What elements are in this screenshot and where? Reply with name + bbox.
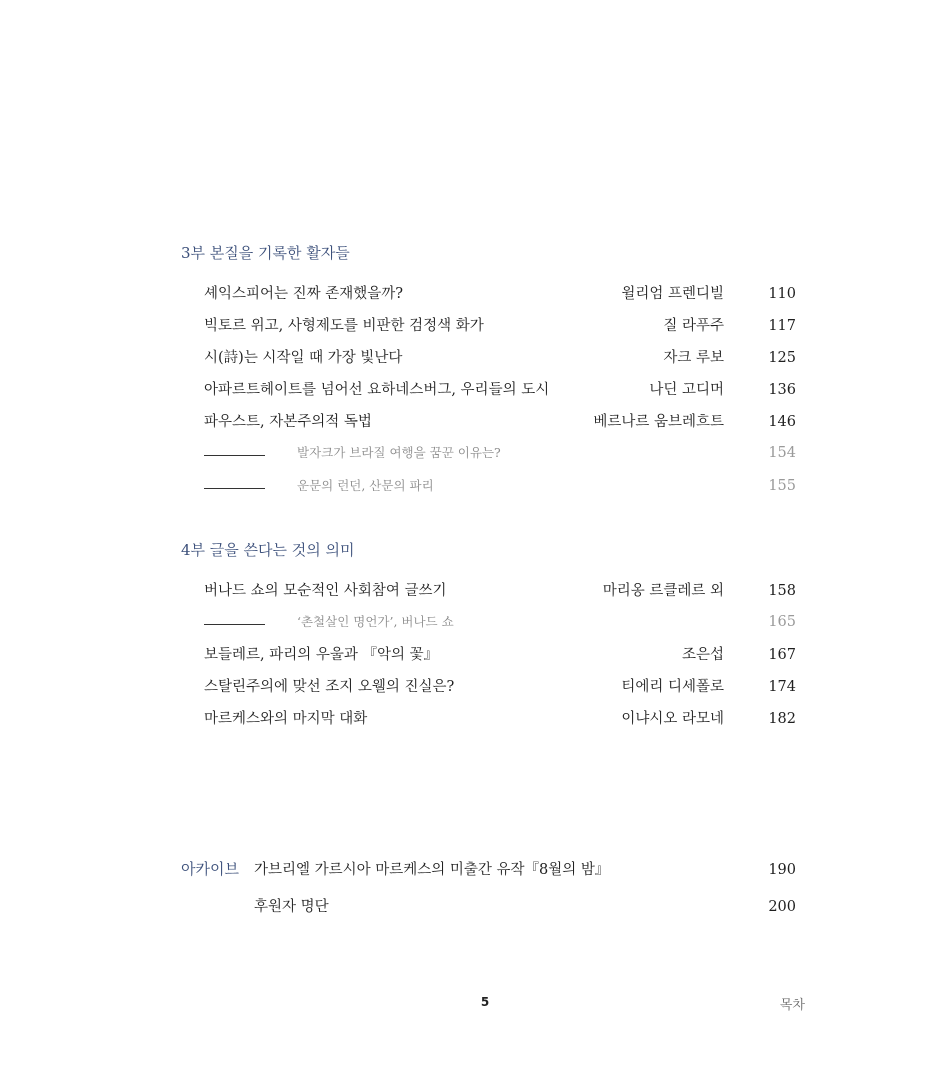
archive-page: 190: [768, 862, 796, 878]
entry-title: 보들레르, 파리의 우울과 『악의 꽃』: [204, 647, 439, 663]
indent-rule: [204, 455, 265, 456]
indent-rule: [204, 624, 265, 625]
toc-entry: [0, 316, 950, 340]
entry-page: 117: [768, 318, 796, 334]
archive-entry: [0, 860, 950, 884]
running-head: 목차: [779, 998, 805, 1013]
entry-author: 이냐시오 라모네: [621, 711, 724, 727]
entry-author: 자크 루보: [663, 350, 724, 366]
entry-title: 마르케스와의 마지막 대화: [204, 711, 368, 727]
entry-author: 질 라푸주: [663, 318, 724, 334]
subentry-page: 165: [768, 614, 796, 630]
toc-entry: [0, 709, 950, 733]
entry-author: 마리옹 르클레르 외: [602, 583, 724, 599]
subentry-page: 155: [768, 478, 796, 494]
entry-page: 125: [768, 350, 796, 366]
toc-entry: [0, 581, 950, 605]
toc-entry: [0, 380, 950, 404]
entry-page: 158: [768, 583, 796, 599]
entry-author: 티에리 디세폴로: [621, 679, 724, 695]
entry-page: 136: [768, 382, 796, 398]
toc-entry: [0, 645, 950, 669]
entry-title: 스탈린주의에 맞선 조지 오웰의 진실은?: [204, 679, 455, 695]
entry-author: 베르나르 움브레흐트: [593, 414, 724, 430]
part3-heading: 3부 본질을 기록한 활자들: [181, 244, 350, 262]
part4-heading: 4부 글을 쓴다는 것의 의미: [181, 541, 355, 559]
entry-title: 셰익스피어는 진짜 존재했을까?: [204, 286, 404, 302]
entry-author: 조은섭: [681, 647, 724, 663]
toc-subentry: [0, 612, 950, 636]
archive-page: 200: [768, 899, 796, 915]
entry-page: 146: [768, 414, 796, 430]
toc-subentry: [0, 443, 950, 467]
indent-rule: [204, 488, 265, 489]
entry-title: 아파르트헤이트를 넘어선 요하네스버그, 우리들의 도시: [204, 382, 550, 398]
entry-page: 182: [768, 711, 796, 727]
entry-author: 나딘 고디머: [649, 382, 724, 398]
archive-title: 후원자 명단: [254, 899, 329, 915]
archive-entry: [0, 897, 950, 921]
entry-title: 시(詩)는 시작일 때 가장 빛난다: [204, 350, 403, 366]
toc-subentry: [0, 476, 950, 500]
archive-title: 가브리엘 가르시아 마르케스의 미출간 유작『8월의 밤』: [254, 862, 610, 878]
entry-title: 파우스트, 자본주의적 독법: [204, 414, 372, 430]
toc-entry: [0, 412, 950, 436]
subentry-page: 154: [768, 445, 796, 461]
archive-heading: 아카이브: [181, 860, 239, 878]
entry-title: 버나드 쇼의 모순적인 사회참여 글쓰기: [204, 583, 447, 599]
subentry-title: ‘촌철살인 명언가’, 버나드 쇼: [297, 614, 454, 629]
entry-page: 167: [768, 647, 796, 663]
entry-page: 174: [768, 679, 796, 695]
subentry-title: 발자크가 브라질 여행을 꿈꾼 이유는?: [297, 445, 501, 460]
entry-author: 윌리엄 프렌디빌: [621, 286, 724, 302]
page-number: 5: [480, 995, 490, 1009]
subentry-title: 운문의 런던, 산문의 파리: [297, 478, 434, 493]
entry-page: 110: [768, 286, 796, 302]
toc-entry: [0, 677, 950, 701]
toc-entry: [0, 284, 950, 308]
toc-entry: [0, 348, 950, 372]
entry-title: 빅토르 위고, 사형제도를 비판한 검정색 화가: [204, 318, 484, 334]
